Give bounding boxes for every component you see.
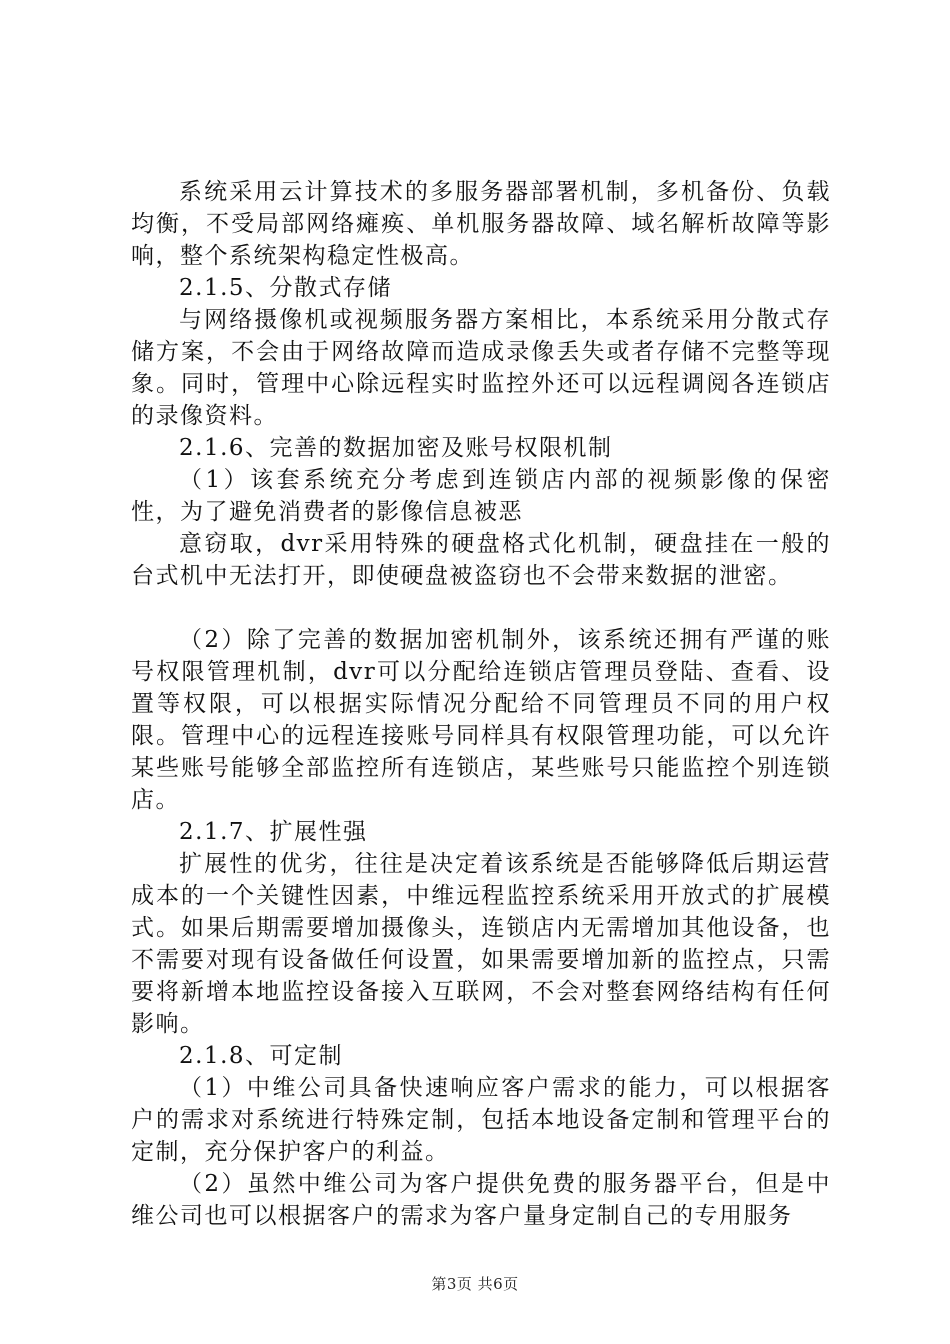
document-body: [131, 176, 831, 1232]
paragraph-spacer: [131, 592, 831, 624]
heading-2-1-6: 2.1.6、完善的数据加密及账号权限机制: [179, 435, 613, 461]
paragraph-cloud-deployment: 系统采用云计算技术的多服务器部署机制，多机备份、负载均衡，不受局部网络瘫痪、单机服务器故障、域名解析故障等影响，整个系统架构稳定性极高。: [131, 179, 831, 269]
paragraph-account-permissions: （2）除了完善的数据加密机制外，该系统还拥有严谨的账号权限管理机制，dvr可以分配给连锁店管理员登陆、查看、设置等权限，可以根据实际情况分配给不同管理员不同的用户权限。管理中心的远程连接账号同样具有权限管理功能，可以允许某些账号能够全部监控所有连锁店，某些账号只能监控个别连锁店。: [131, 627, 831, 813]
heading-2-1-8: 2.1.8、可定制: [179, 1043, 344, 1069]
page-footer: 第3页 共6页: [431, 1275, 519, 1293]
paragraph-encryption-1b: 意窃取，dvr采用特殊的硬盘格式化机制，硬盘挂在一般的台式机中无法打开，即使硬盘被盗窃也不会带来数据的泄密。: [131, 531, 831, 589]
heading-2-1-7: 2.1.7、扩展性强: [179, 819, 368, 845]
paragraph-customization-2: （2）虽然中维公司为客户提供免费的服务器平台，但是中维公司也可以根据客户的需求为客户量身定制自己的专用服务: [131, 1171, 831, 1229]
paragraph-encryption-1a: （1）该套系统充分考虑到连锁店内部的视频影像的保密性，为了避免消费者的影像信息被恶: [131, 467, 831, 525]
paragraph-distributed-storage: 与网络摄像机或视频服务器方案相比，本系统采用分散式存储方案，不会由于网络故障而造成录像丢失或者存储不完整等现象。同时，管理中心除远程实时监控外还可以远程调阅各连锁店的录像资料。: [131, 307, 831, 429]
heading-2-1-5: 2.1.5、分散式存储: [179, 275, 393, 301]
paragraph-customization-1: （1）中维公司具备快速响应客户需求的能力，可以根据客户的需求对系统进行特殊定制，包括本地设备定制和管理平台的定制，充分保护客户的利益。: [131, 1075, 831, 1165]
paragraph-scalability: 扩展性的优劣，往往是决定着该系统是否能够降低后期运营成本的一个关键性因素，中维远程监控系统采用开放式的扩展模式。如果后期需要增加摄像头，连锁店内无需增加其他设备，也不需要对现有设备做任何设置，如果需要增加新的监控点，只需要将新增本地监控设备接入互联网，不会对整套网络结构有任何影响。: [131, 851, 831, 1037]
